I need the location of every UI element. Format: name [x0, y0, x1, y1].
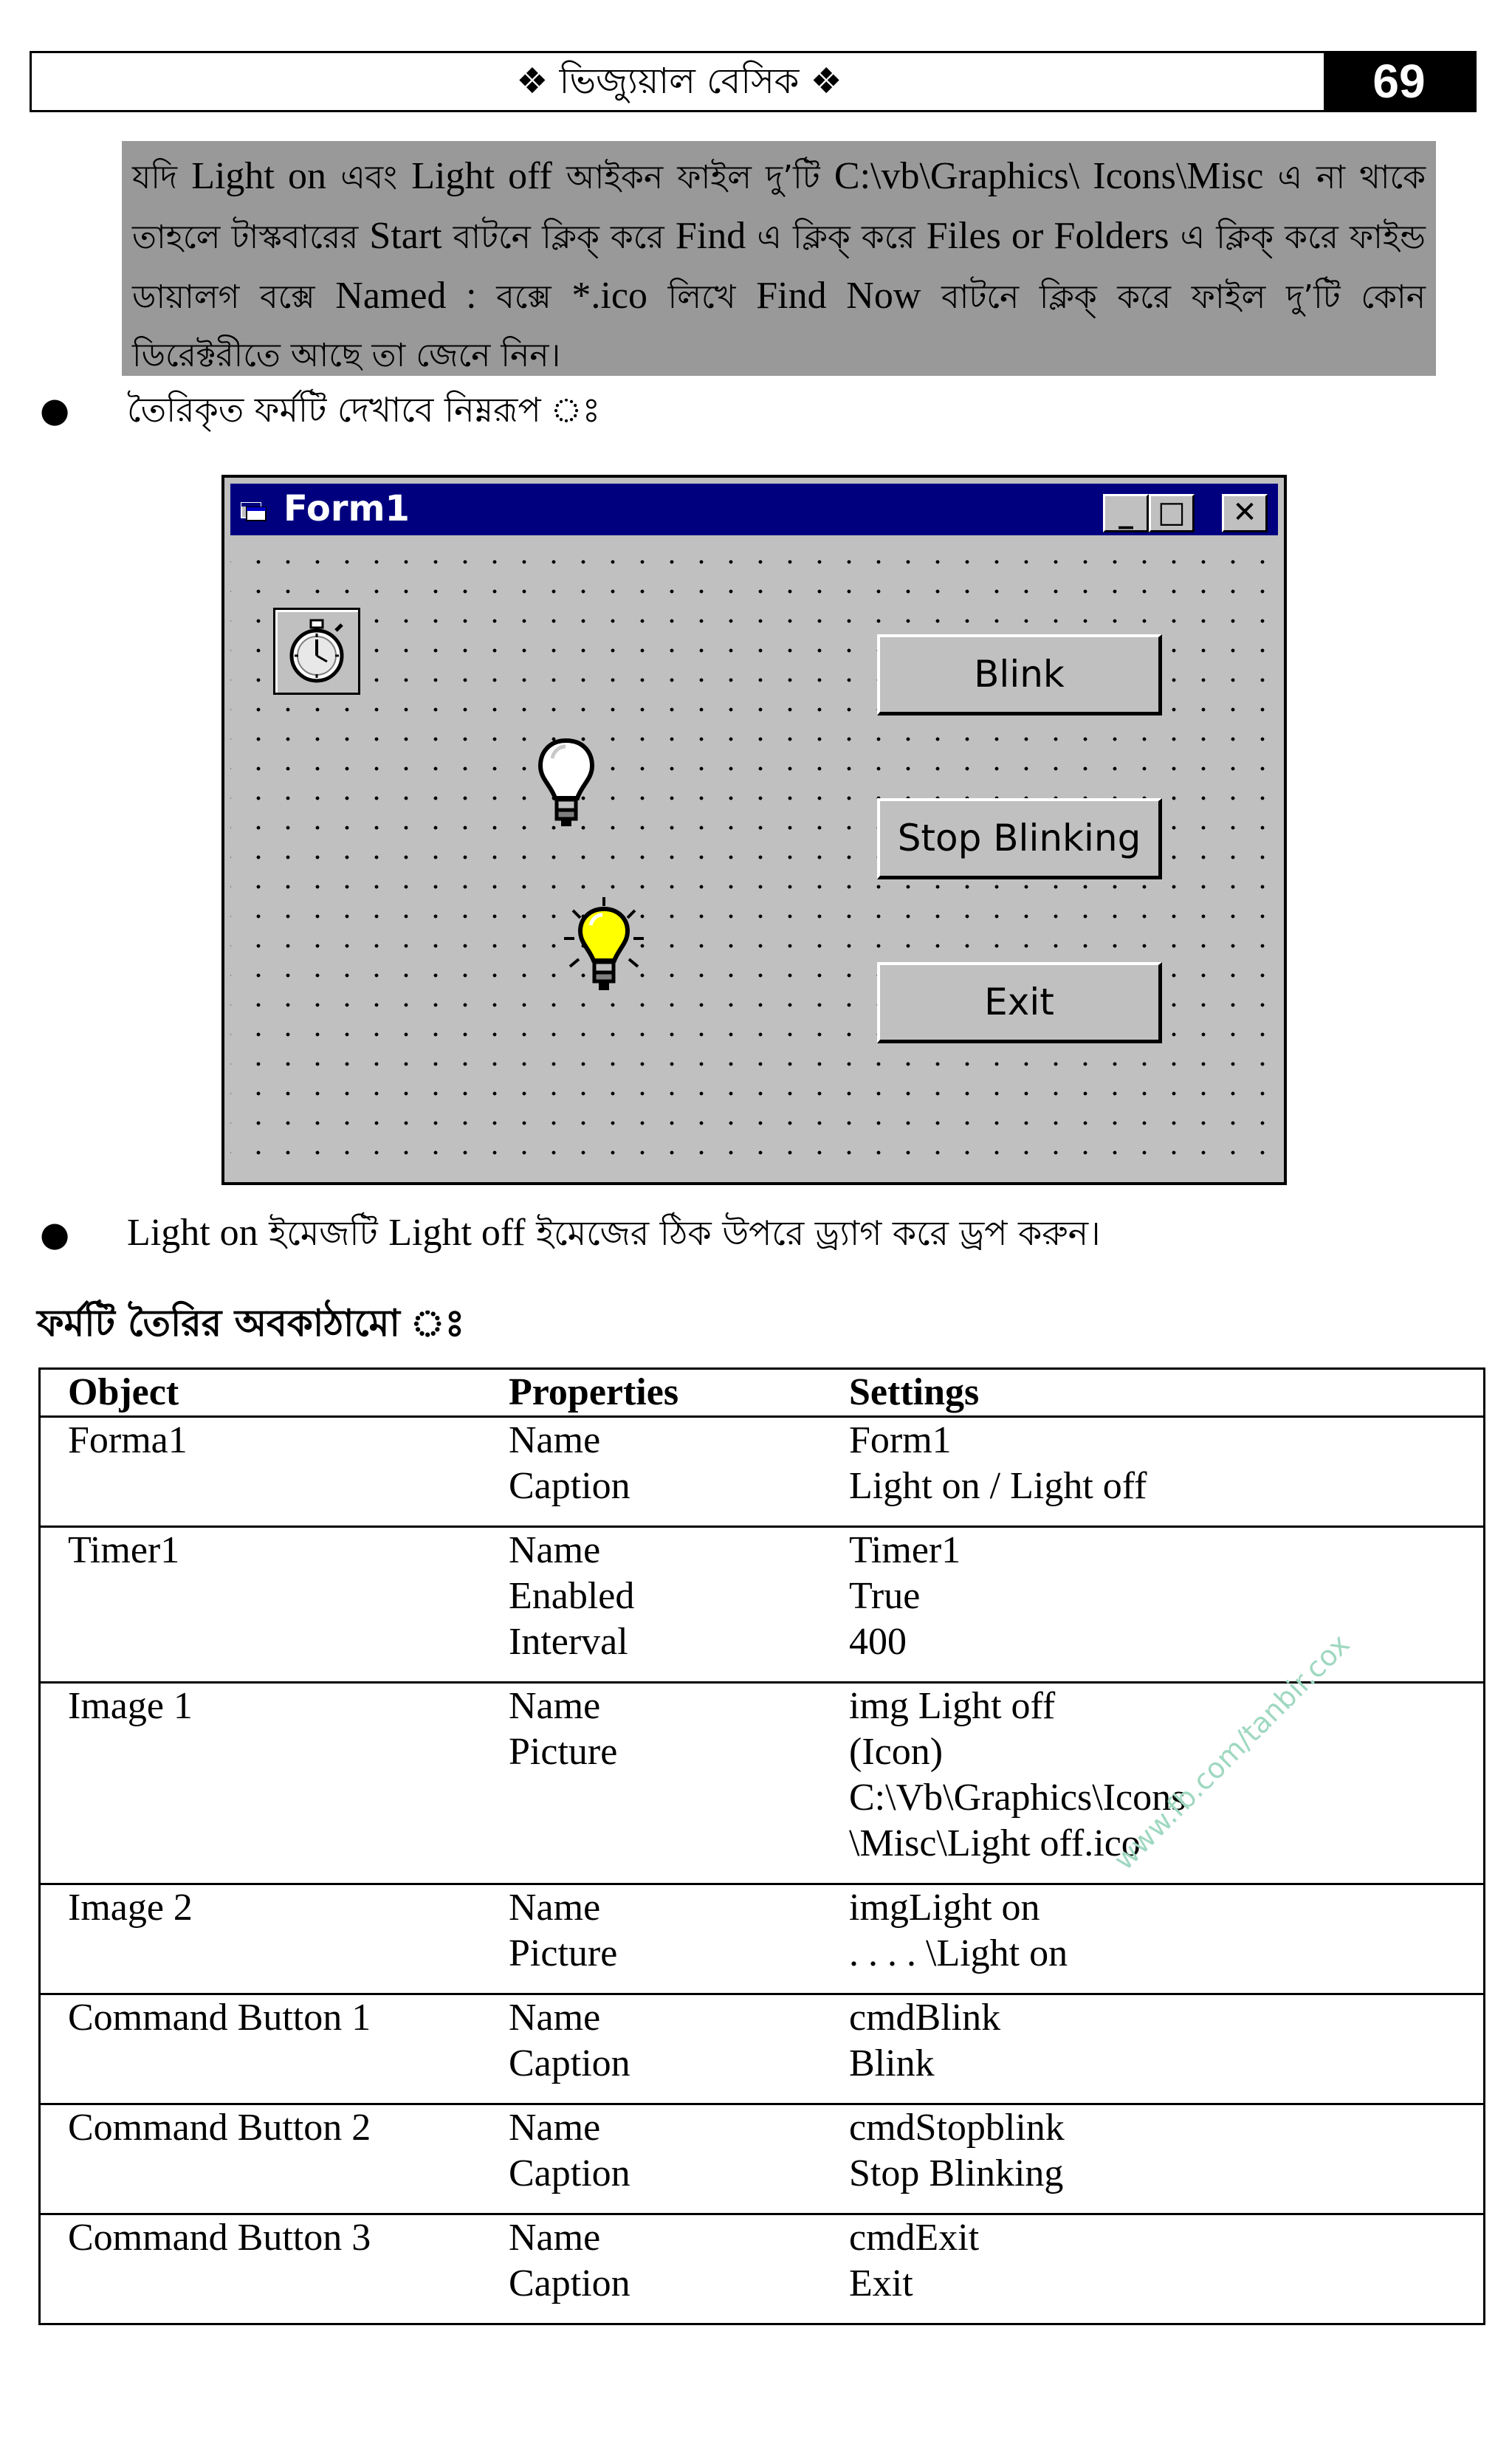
property-name: Caption: [509, 2262, 630, 2304]
bullet-text-2: Light on ইমেজটি Light off ইমেজের ঠিক উপরে ড্র্যাগ করে ড্রপ করুন।: [127, 1212, 1101, 1254]
section-title: ফর্মটি তৈরির অবকাঠামো ঃ: [37, 1302, 465, 1345]
form-window: [221, 475, 1287, 1185]
table-row: [40, 1994, 1485, 2104]
object-cell: Image 2: [68, 1887, 193, 1929]
object-cell: Timer1: [68, 1529, 180, 1571]
properties-cell: [481, 2104, 822, 2214]
setting-value: cmdExit: [849, 2217, 980, 2259]
property-name: Caption: [509, 1465, 630, 1507]
page-header: [30, 51, 1477, 112]
property-name: Caption: [509, 2152, 630, 2194]
setting-value: cmdBlink: [849, 1997, 1001, 2039]
property-name: Name: [509, 2217, 601, 2259]
property-name: Name: [509, 1997, 601, 2039]
property-name: Name: [509, 2107, 601, 2149]
form-icon: [241, 500, 270, 522]
bullet-text-1: তৈরিকৃত ফর্মটি দেখাবে নিম্নরূপ ঃ: [127, 390, 601, 430]
settings-cell: [822, 1527, 1485, 1683]
note-text: যদি Light on এবং Light off আইকন ফাইল দু’টি C:\vb\Graphics\ Icons\Misc এ না থাকে তাহলে টাস্কবারের Start বাটনে ক্লিক্ করে Find এ ক্লিক্ করে Files or Folders এ ক্লিক্ করে ফাইন্ড ডায়ালগ বক্সে Named : বক্সে *.ico লিখে Find Now বাটনে ক্লিক্ করে ফাইল দু’টি কোন ডিরেক্টরীতে আছে তা জেনে নিন।: [132, 155, 1426, 374]
setting-value: Stop Blinking: [849, 2152, 1064, 2194]
properties-cell: [481, 1527, 822, 1683]
properties-cell: [481, 1683, 822, 1884]
setting-value: Exit: [849, 2262, 913, 2304]
setting-value: (Icon): [849, 1731, 944, 1773]
object-cell: Command Button 2: [68, 2107, 371, 2149]
object-cell: Image 1: [68, 1685, 193, 1727]
header-title: ❖ ভিজ্যুয়াল বেসিক ❖: [516, 61, 842, 102]
setting-value: Blink: [849, 2042, 935, 2084]
setting-value: . . . . \Light on: [849, 1932, 1068, 1974]
exit-button[interactable]: Exit: [877, 962, 1162, 1043]
light-on-bulb-icon[interactable]: [563, 896, 645, 1001]
properties-cell: [481, 1417, 822, 1527]
setting-value: True: [849, 1575, 921, 1617]
watermark: www.fb.com/tanbir.cox: [1107, 1627, 1356, 1877]
light-off-bulb-icon[interactable]: [535, 736, 598, 831]
setting-value: 400: [849, 1621, 907, 1663]
table-row: [40, 1884, 1485, 1994]
table-header-row: [40, 1369, 1485, 1417]
property-name: Name: [509, 1419, 601, 1461]
bullet-dot: ●: [40, 1214, 70, 1254]
setting-value: img Light off: [849, 1685, 1056, 1727]
properties-cell: [481, 1994, 822, 2104]
column-header-object: Object: [68, 1371, 179, 1413]
property-name: Enabled: [509, 1575, 635, 1617]
column-header-properties: Properties: [509, 1371, 679, 1413]
setting-value: Timer1: [849, 1529, 961, 1571]
setting-value: imgLight on: [849, 1887, 1040, 1929]
setting-value: \Misc\Light off.ico: [849, 1822, 1141, 1864]
object-cell: Command Button 3: [68, 2217, 371, 2259]
settings-cell: [822, 1417, 1485, 1527]
properties-cell: [481, 1884, 822, 1994]
object-cell: Command Button 1: [68, 1997, 371, 2039]
form-client-area: [230, 540, 1278, 1176]
timer-control[interactable]: [273, 608, 360, 695]
stopwatch-icon: [275, 610, 358, 693]
table-row: [40, 1417, 1485, 1527]
property-name: Picture: [509, 1932, 618, 1974]
maximize-button[interactable]: □: [1149, 494, 1195, 532]
settings-cell: [822, 2214, 1485, 2324]
table-row: [40, 1527, 1485, 1683]
object-cell: Forma1: [68, 1419, 188, 1461]
form-title: Form1: [284, 488, 410, 529]
setting-value: C:\Vb\Graphics\Icons: [849, 1777, 1186, 1819]
property-name: Picture: [509, 1731, 618, 1773]
minimize-button[interactable]: _: [1103, 494, 1149, 532]
table-row: [40, 2104, 1485, 2214]
property-name: Name: [509, 1887, 601, 1929]
properties-table: [38, 1367, 1485, 2325]
note-box: [122, 141, 1436, 376]
setting-value: Form1: [849, 1419, 952, 1461]
bullet-dot: ●: [40, 390, 70, 430]
settings-cell: [822, 1884, 1485, 1994]
close-button[interactable]: ✕: [1222, 494, 1268, 532]
stop-blinking-button[interactable]: Stop Blinking: [877, 798, 1162, 879]
settings-cell: [822, 2104, 1485, 2214]
settings-cell: [822, 1683, 1485, 1884]
property-name: Name: [509, 1529, 601, 1571]
settings-cell: [822, 1994, 1485, 2104]
property-name: Caption: [509, 2042, 630, 2084]
property-name: Name: [509, 1685, 601, 1727]
setting-value: Light on / Light off: [849, 1465, 1147, 1507]
blink-button[interactable]: Blink: [877, 634, 1162, 715]
properties-cell: [481, 2214, 822, 2324]
form-titlebar[interactable]: [230, 484, 1278, 535]
property-name: Interval: [509, 1621, 628, 1663]
column-header-settings: Settings: [849, 1371, 980, 1413]
table-row: [40, 2214, 1485, 2324]
page-number: 69: [1324, 53, 1474, 110]
setting-value: cmdStopblink: [849, 2107, 1065, 2149]
